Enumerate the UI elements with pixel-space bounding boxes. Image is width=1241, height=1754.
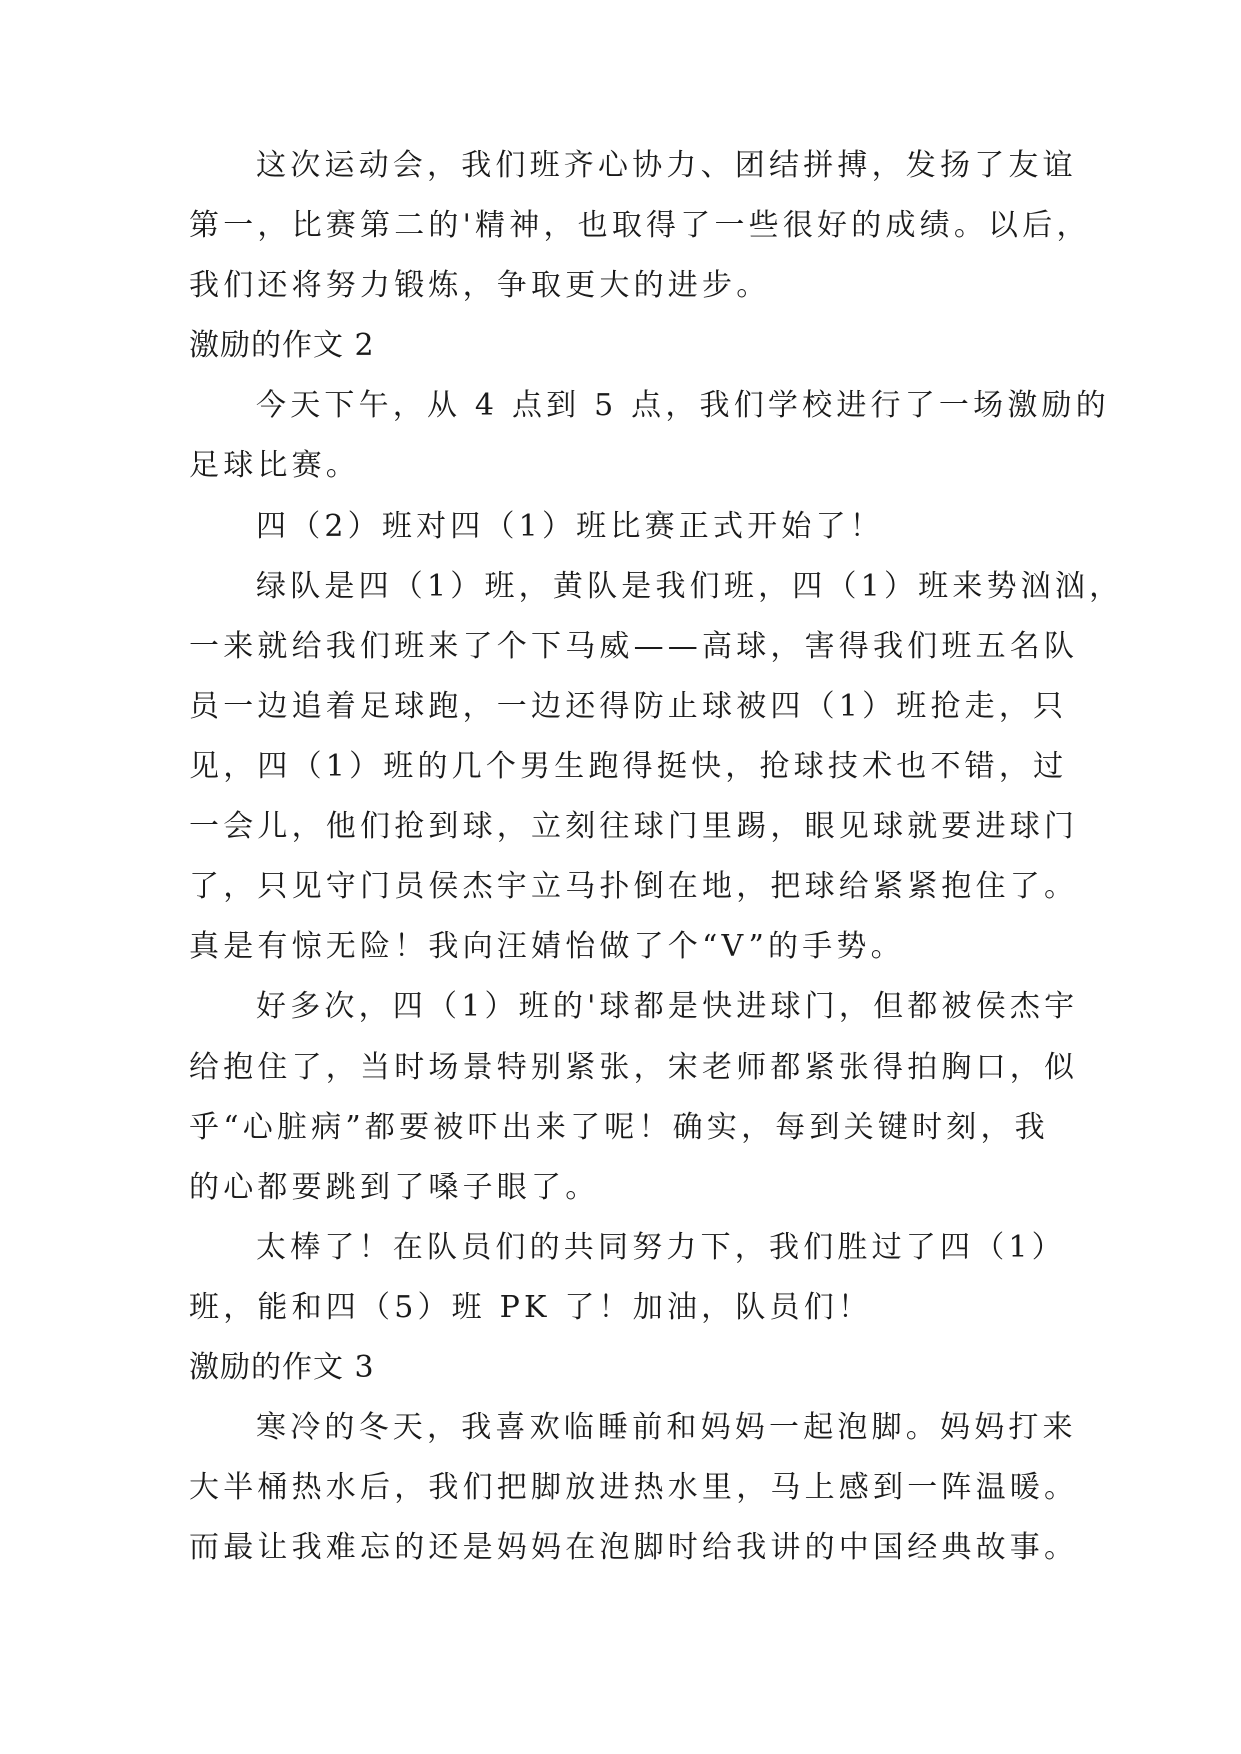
paragraph-line: 乎“心脏病”都要被吓出来了呢！确实，每到关键时刻，我	[189, 1110, 1049, 1145]
paragraph-line: 这次运动会，我们班齐心协力、团结拼搏，发扬了友谊	[256, 148, 1077, 183]
paragraph-line: 了，只见守门员侯杰宇立马扑倒在地，把球给紧紧抱住了。	[189, 869, 1079, 904]
paragraph-line: 大半桶热水后，我们把脚放进热水里，马上感到一阵温暖。	[189, 1470, 1079, 1505]
section-heading: 激励的作文 3	[189, 1350, 375, 1385]
paragraph-line: 我们还将努力锻炼，争取更大的进步。	[189, 268, 771, 303]
paragraph-line: 的心都要跳到了嗓子眼了。	[189, 1170, 600, 1205]
paragraph-line: 绿队是四（1）班，黄队是我们班，四（1）班来势汹汹，	[256, 569, 1124, 604]
paragraph-line: 四（2）班对四（1）班比赛正式开始了！	[256, 509, 884, 544]
paragraph-line: 太棒了！在队员们的共同努力下，我们胜过了四（1）	[256, 1230, 1066, 1265]
section-heading: 激励的作文 2	[189, 328, 375, 363]
paragraph-line: 一会儿，他们抢到球，立刻往球门里踢，眼见球就要进球门	[189, 809, 1079, 844]
paragraph-line: 今天下午，从 4 点到 5 点，我们学校进行了一场激励的	[256, 388, 1110, 423]
paragraph-line: 好多次，四（1）班的'球都是快进球门，但都被侯杰宇	[256, 989, 1079, 1024]
paragraph-line: 一来就给我们班来了个下马威——高球，害得我们班五名队	[189, 629, 1079, 664]
paragraph-line: 员一边追着足球跑，一边还得防止球被四（1）班抢走，只	[189, 689, 1068, 724]
paragraph-line: 见，四（1）班的几个男生跑得挺快，抢球技术也不错，过	[189, 749, 1068, 784]
paragraph-line: 足球比赛。	[189, 448, 360, 483]
paragraph-line: 寒冷的冬天，我喜欢临睡前和妈妈一起泡脚。妈妈打来	[256, 1410, 1077, 1445]
paragraph-line: 真是有惊无险！我向汪婧怡做了个“V”的手势。	[189, 929, 905, 964]
paragraph-line: 而最让我难忘的还是妈妈在泡脚时给我讲的中国经典故事。	[189, 1530, 1079, 1565]
paragraph-line: 班，能和四（5）班 PK 了！加油，队员们！	[189, 1290, 873, 1325]
paragraph-line: 给抱住了，当时场景特别紧张，宋老师都紧张得拍胸口，似	[189, 1050, 1079, 1085]
paragraph-line: 第一，比赛第二的'精神，也取得了一些很好的成绩。以后，	[189, 208, 1091, 243]
